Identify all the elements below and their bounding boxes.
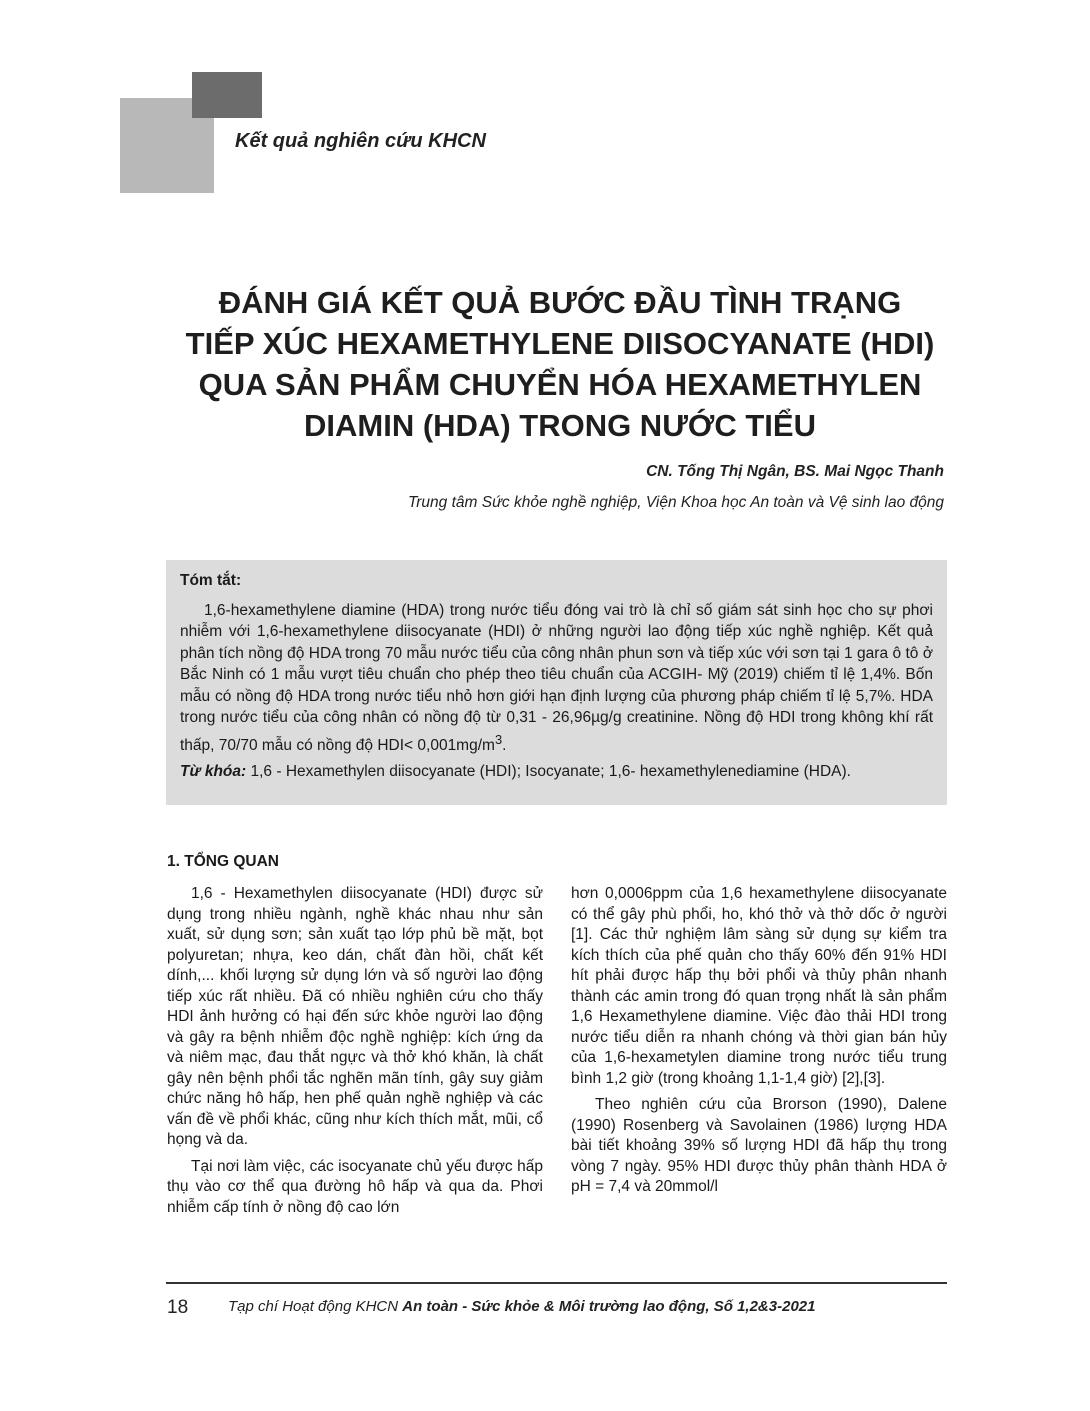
title-line: ĐÁNH GIÁ KẾT QUẢ BƯỚC ĐẦU TÌNH TRẠNG — [218, 285, 902, 320]
page-number: 18 — [167, 1297, 189, 1318]
affiliation: Trung tâm Sức khỏe nghề nghiệp, Viện Khoa học An toàn và Vệ sinh lao động — [407, 494, 944, 511]
column-right — [571, 884, 947, 1204]
abstract-text: 1,6-hexamethylene diamine (HDA) trong nước tiểu đóng vai trò là chỉ số giám sát sinh học cho sự phơi nhiễm với 1,6-hexamethylene diisocyanate (HDI) ở những người lao động tiếp xúc nghề nghiệp. Kết quả phân tích nồng độ HDA trong 70 mẫu nước tiểu của công nhân phun sơn và tiếp xúc với sơn tại 1 gara ô tô ở Bắc Ninh có 1 mẫu vượt tiêu chuẩn cho phép theo tiêu chuẩn của ACGIH- Mỹ (2019) chiếm tỉ lệ 1,4%. Bốn mẫu có nồng độ HDA trong nước tiểu nhỏ hơn giới hạn định lượng của phương pháp chiếm tỉ lệ 5,7%. HDA trong nước tiểu của công nhân có nồng độ từ 0,31 - 26,96µg/g creatinine. Nồng độ HDI trong không khí rất thấp, 70/70 mẫu có nồng độ HDI< 0,001mg/m — [180, 601, 933, 754]
title-line: DIAMIN (HDA) TRONG NƯỚC TIỂU — [304, 408, 816, 443]
authors: CN. Tống Thị Ngân, BS. Mai Ngọc Thanh — [646, 463, 944, 480]
abstract-text-end: . — [502, 736, 507, 754]
paragraph: Tại nơi làm việc, các isocyanate chủ yếu được hấp thụ vào cơ thể qua đường hô hấp và qua da. Phơi nhiễm cấp tính ở nồng độ cao lớn — [167, 1157, 543, 1216]
abstract-heading: Tóm tắt: — [180, 572, 242, 589]
decorative-block-dark — [192, 72, 262, 118]
abstract-body — [180, 600, 933, 757]
paragraph: 1,6 - Hexamethylen diisocyanate (HDI) được sử dụng trong nhiều ngành, nghề khác nhau như sản xuất, sử dụng sơn; sản xuất tạo lớp phủ bề mặt, bọt polyuretan; nhựa, keo dán, chất đàn hồi, chất kết dính,... khối lượng sử dụng lớn và số người lao động tiếp xúc rất nhiều. Đã có nhiều nghiên cứu cho thấy HDI ảnh hưởng có hại đến sức khỏe người lao động và gây ra bệnh nhiễm độc nghề nghiệp: kích ứng da và niêm mạc, đau thắt ngực và thở khó khăn, là chất gây nên bệnh phổi tắc nghẽn mãn tính, gây suy giảm chức năng hô hấp, hen phế quản nghề nghiệp và các vấn đề về phổi khác, cũng như kích thích mắt, mũi, cổ họng và da. — [167, 885, 543, 1148]
abstract-box — [166, 560, 947, 805]
keywords — [180, 761, 933, 783]
keywords-label: Từ khóa: — [180, 763, 247, 781]
journal-prefix: Tạp chí Hoạt động KHCN — [228, 1298, 403, 1315]
footer-rule — [166, 1282, 947, 1284]
article-title — [150, 282, 970, 446]
title-line: TIẾP XÚC HEXAMETHYLENE DIISOCYANATE (HDI) — [185, 326, 935, 361]
title-line: QUA SẢN PHẨM CHUYỂN HÓA HEXAMETHYLEN — [198, 367, 922, 402]
section-heading: 1. TỔNG QUAN — [167, 853, 279, 870]
abstract-superscript: 3 — [494, 731, 503, 747]
column-left — [167, 884, 543, 1224]
journal-footer — [228, 1298, 815, 1315]
keywords-text: 1,6 - Hexamethylen diisocyanate (HDI); Isocyanate; 1,6- hexamethylenediamine (HDA). — [246, 763, 851, 781]
paragraph: hơn 0,0006ppm của 1,6 hexamethylene diisocyanate có thể gây phù phổi, ho, khó thở và thở dốc ở người [1]. Các thử nghiệm lâm sàng sử dụng sự kiểm tra kích thích của phế quản cho thấy 60% đến 91% HDI hít phải được hấp thụ bởi phổi và thủy phân nhanh thành các amin trong đó quan trọng nhất là sản phẩm 1,6 Hexamethylene diamine. Việc đào thải HDI trong nước tiểu diễn ra nhanh chóng và thời gian bán hủy của 1,6-hexametylen diamine trong nước tiểu trung bình 1,2 giờ (trong khoảng 1,1-1,4 giờ) [2],[3]. — [571, 885, 947, 1087]
section-label: Kết quả nghiên cứu KHCN — [235, 130, 486, 152]
journal-title: An toàn - Sức khỏe & Môi trường lao động, Số 1,2&3-2021 — [402, 1298, 816, 1315]
paragraph: Theo nghiên cứu của Brorson (1990), Dalene (1990) Rosenberg và Savolainen (1986) lượng HDA bài tiết khoảng 39% số lượng HDI đã hấp thụ trong vòng 7 ngày. 95% HDI được thủy phân thành HDA ở pH = 7,4 và 20mmol/l — [571, 1096, 947, 1195]
